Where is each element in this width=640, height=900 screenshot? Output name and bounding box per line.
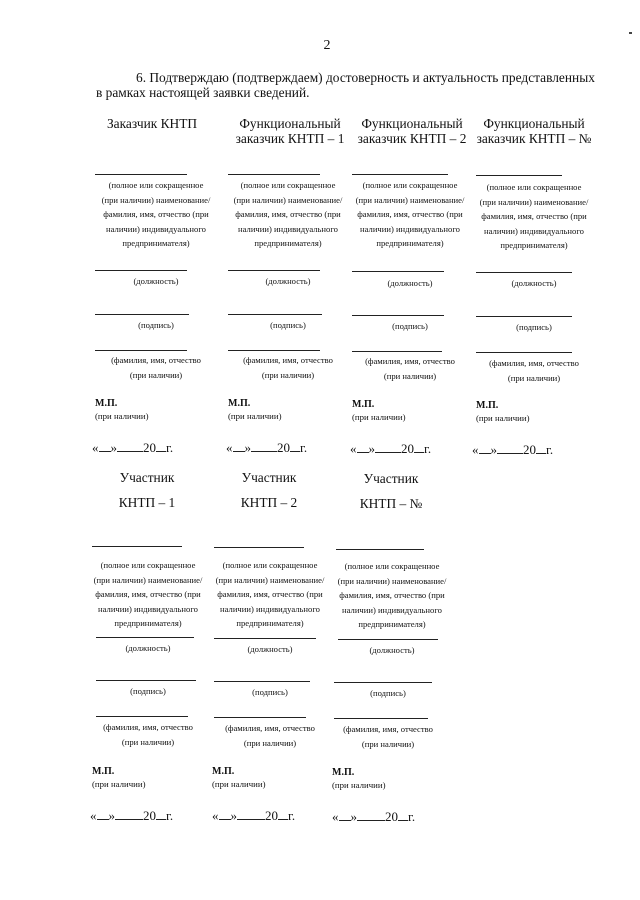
position-caption: (должность): [387, 278, 433, 288]
stamp-label: М.П.: [95, 398, 118, 409]
stamp-place: [476, 400, 530, 424]
name-signature-line: [352, 174, 448, 175]
fio-caption: [86, 720, 210, 749]
position-line: [96, 637, 194, 638]
year-blank: [414, 441, 424, 453]
fio-line: [228, 350, 320, 351]
date-quote: »: [108, 808, 115, 823]
day-blank: [97, 808, 109, 820]
date-field: [90, 808, 173, 824]
signature-caption: (подпись): [270, 320, 306, 330]
date-quote: »: [230, 808, 237, 823]
date-quote: «: [472, 442, 479, 457]
participant-title-2: [214, 470, 324, 510]
date-field: [212, 808, 295, 824]
year-suffix: г.: [288, 808, 296, 823]
caption-line: предпринимателя): [114, 618, 182, 628]
signature-caption: (подпись): [130, 686, 166, 696]
date-quote: «: [226, 440, 233, 455]
caption-line: наличии) индивидуального: [98, 603, 198, 614]
fio-caption: [226, 353, 350, 382]
position-caption: (должность): [265, 276, 311, 286]
paragraph-line-1: 6. Подтверждаю (подтверждаем) достоверность и актуальность представленных: [136, 70, 595, 85]
caption-line: (при наличии) наименование/: [215, 574, 325, 585]
year-prefix: 20: [265, 808, 278, 823]
caption-line: наличии) индивидуального: [106, 223, 206, 234]
participant-title-n: [336, 471, 446, 511]
caption-line: (фамилия, имя, отчество: [489, 358, 579, 368]
caption-line: (при наличии): [129, 369, 183, 380]
date-field: [472, 442, 553, 458]
fio-line: [96, 716, 188, 717]
caption-line: (полное или сокращенное: [486, 182, 582, 192]
signatory-title-line: заказчик КНТП – 2: [357, 131, 467, 146]
caption-line: (при наличии): [507, 372, 561, 383]
position-caption: (должность): [125, 643, 171, 653]
signatory-title-line: Заказчик КНТП: [106, 116, 198, 131]
stamp-place: [95, 398, 149, 422]
stamp-label: М.П.: [92, 766, 115, 777]
date-field: [92, 440, 173, 456]
signature-caption: (подпись): [392, 321, 428, 331]
name-caption: [86, 558, 210, 631]
date-field: [332, 809, 415, 825]
stamp-note: (при наличии): [476, 413, 530, 423]
signatory-title-line: заказчик КНТП – 1: [235, 131, 345, 146]
caption-line: наличии) индивидуального: [238, 223, 338, 234]
year-prefix: 20: [523, 442, 536, 457]
caption-line: (полное или сокращенное: [222, 560, 318, 570]
confirmation-paragraph: [96, 70, 596, 100]
signature-caption: (подпись): [370, 688, 406, 698]
name-caption: [208, 558, 332, 631]
date-quote: »: [244, 440, 251, 455]
year-prefix: 20: [277, 440, 290, 455]
stamp-note: (при наличии): [332, 780, 386, 790]
stamp-label: М.П.: [228, 398, 251, 409]
caption-line: (фамилия, имя, отчество: [111, 355, 201, 365]
year-blank: [156, 808, 166, 820]
date-field: [350, 441, 431, 457]
date-quote: »: [368, 441, 375, 456]
position-line: [228, 270, 320, 271]
position-line: [95, 270, 187, 271]
caption-line: предпринимателя): [500, 240, 568, 250]
participant-number: КНТП – 1: [118, 495, 176, 510]
year-suffix: г.: [546, 442, 554, 457]
date-quote: «: [212, 808, 219, 823]
caption-line: (полное или сокращенное: [344, 561, 440, 571]
caption-line: (фамилия, имя, отчество: [243, 355, 333, 365]
signatory-title-customer: [90, 116, 214, 131]
signature-caption: (подпись): [516, 322, 552, 332]
caption-line: наличии) индивидуального: [484, 225, 584, 236]
stamp-note: (при наличии): [95, 411, 149, 421]
caption-line: (при наличии) наименование/: [101, 194, 211, 205]
date-quote: »: [110, 440, 117, 455]
fio-caption: [94, 353, 218, 382]
year-suffix: г.: [424, 441, 432, 456]
name-caption: [348, 178, 472, 251]
caption-line: (полное или сокращенное: [362, 180, 458, 190]
caption-line: (полное или сокращенное: [100, 560, 196, 570]
date-quote: »: [490, 442, 497, 457]
stamp-label: М.П.: [476, 400, 499, 411]
caption-line: (фамилия, имя, отчество: [343, 724, 433, 734]
date-field: [226, 440, 307, 456]
participant-title-line: Участник: [363, 471, 419, 486]
fio-line: [95, 350, 187, 351]
page-number: 2: [323, 38, 331, 53]
caption-line: (полное или сокращенное: [108, 180, 204, 190]
caption-line: (при наличии): [121, 736, 175, 747]
scan-mark: [629, 32, 632, 34]
caption-line: фамилия, имя, отчество (при: [217, 589, 323, 599]
fio-line: [214, 717, 306, 718]
caption-line: предпринимателя): [122, 238, 190, 248]
year-blank: [278, 808, 288, 820]
caption-line: (при наличии) наименование/: [337, 575, 447, 586]
fio-line: [476, 352, 572, 353]
year-prefix: 20: [143, 808, 156, 823]
signatory-title-line: Функциональный: [361, 116, 463, 131]
signatory-title-line: Функциональный: [239, 116, 341, 131]
caption-line: (полное или сокращенное: [240, 180, 336, 190]
date-quote: «: [92, 440, 99, 455]
caption-line: фамилия, имя, отчество (при: [339, 590, 445, 600]
stamp-note: (при наличии): [352, 412, 406, 422]
day-blank: [233, 440, 245, 452]
fio-line: [334, 718, 428, 719]
caption-line: предпринимателя): [358, 619, 426, 629]
fio-caption: [208, 721, 332, 750]
signatory-title-line: Функциональный: [483, 116, 585, 131]
signature-line: [476, 316, 572, 317]
fio-caption: [348, 354, 472, 383]
caption-line: наличии) индивидуального: [360, 223, 460, 234]
day-blank: [357, 441, 369, 453]
name-signature-line: [336, 549, 424, 550]
participant-number: КНТП – №: [359, 496, 423, 511]
stamp-label: М.П.: [332, 767, 355, 778]
signatory-title-functional-1: [228, 116, 352, 146]
fio-caption: [326, 722, 450, 751]
caption-line: (фамилия, имя, отчество: [365, 356, 455, 366]
caption-line: (при наличии) наименование/: [355, 194, 465, 205]
month-blank: [251, 440, 277, 452]
year-blank: [156, 440, 166, 452]
signature-line: [334, 682, 432, 683]
caption-line: (при наличии): [261, 369, 315, 380]
year-blank: [290, 440, 300, 452]
caption-line: фамилия, имя, отчество (при: [357, 209, 463, 219]
month-blank: [497, 442, 523, 454]
stamp-place: [212, 766, 266, 790]
name-signature-line: [476, 175, 562, 176]
stamp-place: [352, 399, 406, 423]
signature-caption: (подпись): [138, 320, 174, 330]
stamp-label: М.П.: [352, 399, 375, 410]
fio-line: [352, 351, 442, 352]
year-suffix: г.: [300, 440, 308, 455]
month-blank: [117, 440, 143, 452]
month-blank: [375, 441, 401, 453]
year-blank: [398, 809, 408, 821]
day-blank: [479, 442, 491, 454]
name-signature-line: [92, 546, 182, 547]
year-suffix: г.: [408, 809, 416, 824]
name-signature-line: [228, 174, 320, 175]
month-blank: [115, 808, 143, 820]
name-caption: [472, 180, 596, 253]
fio-caption: [472, 356, 596, 385]
stamp-label: М.П.: [212, 766, 235, 777]
participant-title-line: Участник: [119, 470, 175, 485]
caption-line: фамилия, имя, отчество (при: [95, 589, 201, 599]
date-quote: «: [90, 808, 97, 823]
day-blank: [339, 809, 351, 821]
name-caption: [226, 178, 350, 251]
position-line: [352, 271, 444, 272]
name-caption: [94, 178, 218, 251]
caption-line: предпринимателя): [236, 618, 304, 628]
position-line: [476, 272, 572, 273]
day-blank: [219, 808, 231, 820]
signatory-title-line: заказчик КНТП – №: [476, 131, 592, 146]
year-suffix: г.: [166, 440, 174, 455]
caption-line: фамилия, имя, отчество (при: [235, 209, 341, 219]
caption-line: (при наличии): [361, 738, 415, 749]
caption-line: (при наличии): [243, 737, 297, 748]
participant-title-line: Участник: [241, 470, 297, 485]
signatory-title-functional-n: [472, 116, 596, 146]
stamp-place: [92, 766, 146, 790]
participant-number: КНТП – 2: [240, 495, 298, 510]
date-quote: «: [332, 809, 339, 824]
signatory-title-functional-2: [350, 116, 474, 146]
stamp-note: (при наличии): [228, 411, 282, 421]
participant-title-1: [92, 470, 202, 510]
name-caption: [330, 559, 454, 632]
signature-line: [214, 681, 310, 682]
year-prefix: 20: [385, 809, 398, 824]
position-line: [338, 639, 438, 640]
caption-line: (при наличии) наименование/: [233, 194, 343, 205]
paragraph-line-2: в рамках настоящей заявки сведений.: [96, 85, 310, 100]
year-prefix: 20: [143, 440, 156, 455]
name-signature-line: [214, 547, 304, 548]
caption-line: фамилия, имя, отчество (при: [481, 211, 587, 221]
stamp-place: [228, 398, 282, 422]
caption-line: (при наличии): [383, 370, 437, 381]
caption-line: (при наличии) наименование/: [93, 574, 203, 585]
position-line: [214, 638, 316, 639]
stamp-note: (при наличии): [212, 779, 266, 789]
month-blank: [357, 809, 385, 821]
year-blank: [536, 442, 546, 454]
month-blank: [237, 808, 265, 820]
day-blank: [99, 440, 111, 452]
caption-line: (фамилия, имя, отчество: [225, 723, 315, 733]
position-caption: (должность): [511, 278, 557, 288]
year-prefix: 20: [401, 441, 414, 456]
caption-line: предпринимателя): [376, 238, 444, 248]
caption-line: (при наличии) наименование/: [479, 196, 589, 207]
stamp-place: [332, 767, 386, 791]
caption-line: фамилия, имя, отчество (при: [103, 209, 209, 219]
name-signature-line: [95, 174, 187, 175]
position-caption: (должность): [247, 644, 293, 654]
caption-line: (фамилия, имя, отчество: [103, 722, 193, 732]
signature-line: [352, 315, 444, 316]
caption-line: предпринимателя): [254, 238, 322, 248]
caption-line: наличии) индивидуального: [220, 603, 320, 614]
signature-caption: (подпись): [252, 687, 288, 697]
signature-line: [228, 314, 322, 315]
signature-line: [95, 314, 189, 315]
position-caption: (должность): [369, 645, 415, 655]
caption-line: наличии) индивидуального: [342, 604, 442, 615]
stamp-note: (при наличии): [92, 779, 146, 789]
position-caption: (должность): [133, 276, 179, 286]
date-quote: «: [350, 441, 357, 456]
year-suffix: г.: [166, 808, 174, 823]
date-quote: »: [350, 809, 357, 824]
signature-line: [96, 680, 196, 681]
